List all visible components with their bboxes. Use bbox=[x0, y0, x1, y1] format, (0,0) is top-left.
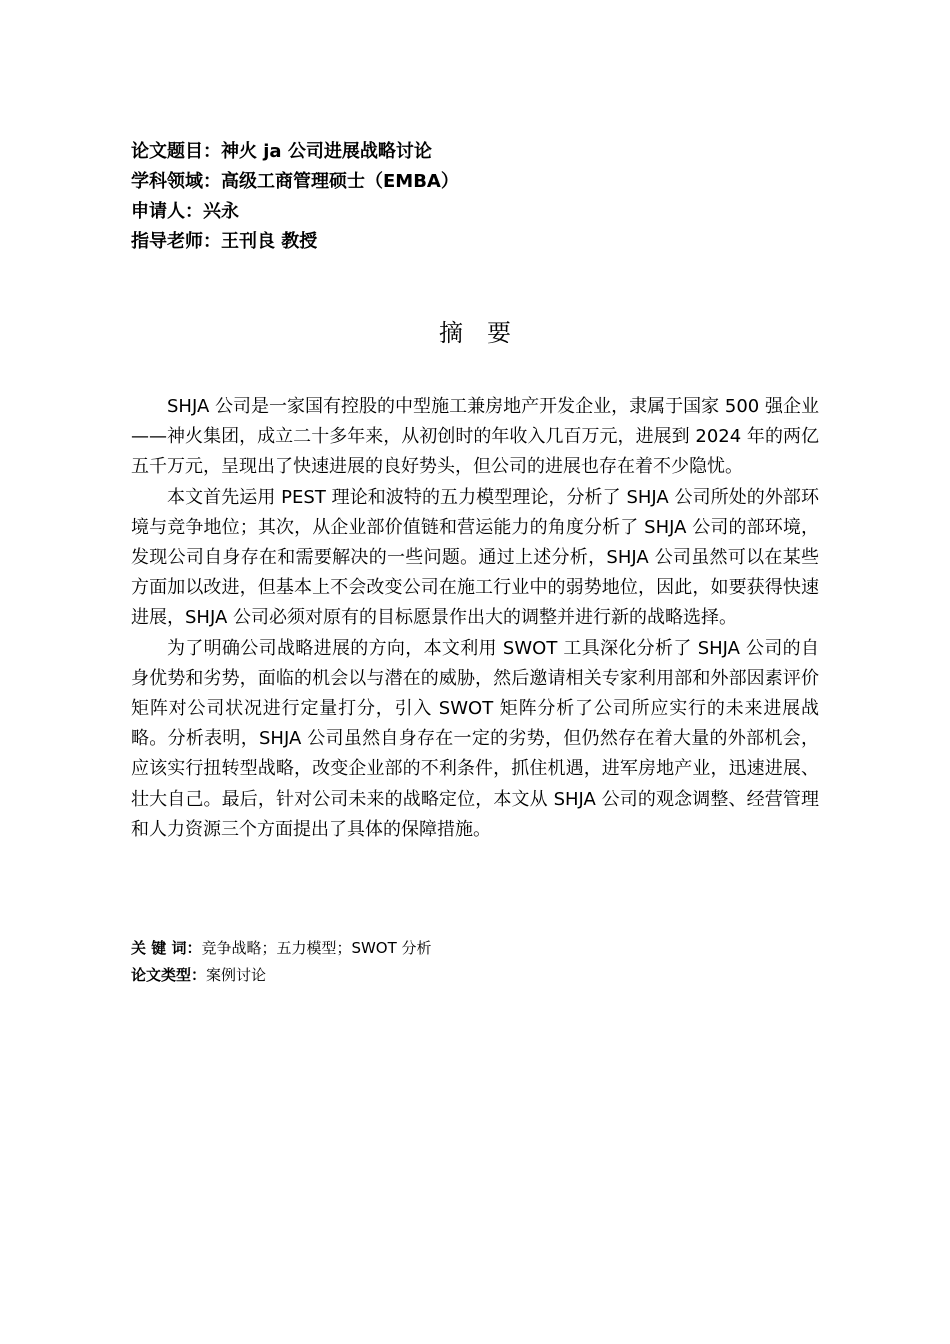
paper-type-value: 案例讨论 bbox=[206, 966, 267, 984]
abstract-footer bbox=[131, 935, 819, 989]
abstract-paragraph-2: 本文首先运用 PEST 理论和波特的五力模型理论，分析了 SHJA 公司所处的外部环境与竞争地位；其次，从企业部价值链和营运能力的角度分析了 SHJA 公司的部环境，发现公司自身存在和需要解决的一些问题。通过上述分析，SHJA 公司虽然可以在某些方面加以改进，但基本上不会改变公司在施工行业中的弱势地位，因此，如要获得快速进展，SHJA 公司必须对原有的目标愿景作出大的调整并进行新的战略选择。 bbox=[131, 486, 819, 629]
paper-type-line bbox=[131, 962, 819, 989]
keywords-line bbox=[131, 935, 819, 962]
paper-type-label: 论文类型： bbox=[131, 966, 207, 984]
thesis-info-block bbox=[131, 137, 831, 257]
advisor: 指导老师：王刊良 教授 bbox=[131, 231, 318, 252]
abstract-body bbox=[131, 392, 819, 845]
abstract-paragraph-1: SHJA 公司是一家国有控股的中型施工兼房地产开发企业，隶属于国家 500 强企业——神火集团，成立二十多年来，从初创时的年收入几百万元，进展到 2024 年的两亿五千万元，呈现出了快速进展的良好势头，但公司的进展也存在着不少隐忧。 bbox=[131, 396, 819, 478]
subject-field: 学科领域：高级工商管理硕士（EMBA） bbox=[131, 171, 459, 192]
keywords-value: 竞争战略；五力模型；SWOT 分析 bbox=[201, 939, 432, 957]
applicant: 申请人：兴永 bbox=[131, 201, 239, 222]
abstract-paragraph-3: 为了明确公司战略进展的方向，本文利用 SWOT 工具深化分析了 SHJA 公司的自身优势和劣势，面临的机会以与潜在的威胁，然后邀请相关专家利用部和外部因素评价矩阵对公司状况进行定量打分，引入 SWOT 矩阵分析了公司所应实行的未来进展战略。分析表明，SHJA 公司虽然自身存在一定的劣势，但仍然存在着大量的外部机会，应该实行扭转型战略，改变企业部的不利条件，抓住机遇，进军房地产业，迅速进展、壮大自己。最后，针对公司未来的战略定位，本文从 SHJA 公司的观念调整、经营管理和人力资源三个方面提出了具体的保障措施。 bbox=[131, 637, 819, 840]
thesis-topic: 论文题目：神火 ja 公司进展战略讨论 bbox=[131, 141, 432, 162]
keywords-label: 关 键 词： bbox=[131, 939, 202, 957]
abstract-heading: 摘 要 bbox=[439, 319, 511, 347]
